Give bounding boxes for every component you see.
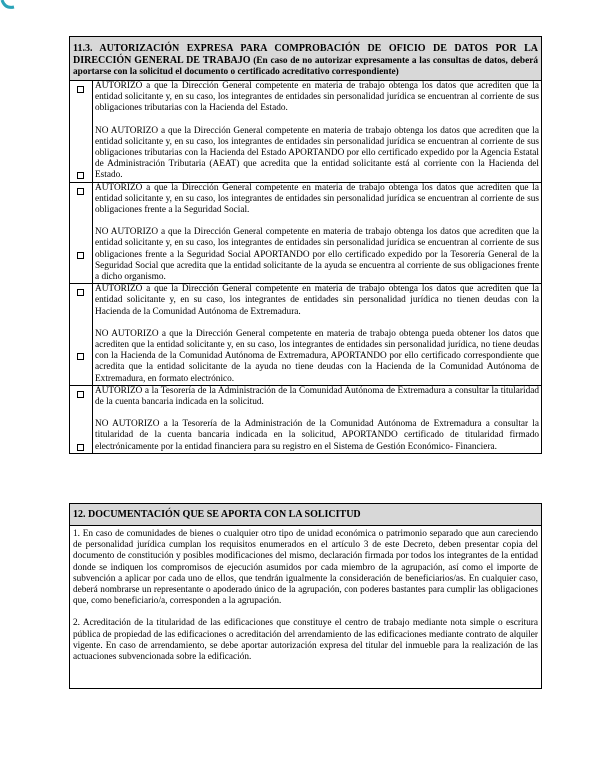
no-autorizo-aeat-text: NO AUTORIZO a que la Dirección General competente en materia de trabajo obtenga los datos que acrediten que la entidad solicitante y, en su caso, los integrantes de entidades sin personalidad jurídica se encuentran al corriente de sus obligaciones tributarias con la Hacienda del Estado APORTANDO por ello certificado expedido por la Agencia Estatal de Administración Tributaria (AEAT) que acredita que la entidad solicitante está al corriente con la Hacienda del Estado. <box>95 125 539 181</box>
checkbox-column <box>70 81 93 182</box>
authorization-section-subtitle: (En caso de no autorizar expresamente a las consultas de datos, deberá aportarse con la solicitud el documento o certificado acreditativo correspondiente) <box>73 56 538 77</box>
autorizo-aeat-checkbox[interactable] <box>77 86 84 93</box>
authorization-section-header <box>70 37 541 81</box>
authorization-text <box>93 81 541 182</box>
autorizo-tesoreria-text: AUTORIZO a la Tesorería de la Administración de la Comunidad Autónoma de Extremadura a consultar la titularidad de la cuenta bancaria indicada en la solicitud. <box>95 385 539 408</box>
no-autorizo-hacienda-extremadura-text: NO AUTORIZO a que la Dirección General competente en materia de trabajo obtenga pueda obtener los datos que acrediten que la entidad solicitante y, en su caso, los integrantes de entidades sin personalidad jurídica, no tiene deudas con la Hacienda de la Comunidad Autónoma de Extremadura, APORTANDO por ello certificado correspondiente que acredita que la entidad solicitante de la ayuda no tiene deudas con la Hacienda de la Comunidad Autónoma de Extremadura, en formato electrónico. <box>95 328 539 384</box>
no-autorizo-tesoreria-checkbox[interactable] <box>77 444 84 451</box>
authorization-group-hacienda-extremadura <box>70 284 541 386</box>
no-autorizo-hacienda-extremadura-checkbox[interactable] <box>77 353 84 360</box>
autorizo-hacienda-extremadura-checkbox[interactable] <box>77 289 84 296</box>
authorization-group-tesoreria <box>70 386 541 453</box>
authorization-group-seguridad-social <box>70 183 541 285</box>
no-autorizo-seguridad-social-text: NO AUTORIZO a que la Dirección General competente en materia de trabajo obtenga los datos que acrediten que la entidad solicitante y, en su caso, los integrantes de entidades sin personalidad jurídica se encuentran al corriente de sus obligaciones frente a la Seguridad Social APORTANDO por ello certificado expedido por la Tesorería General de la Seguridad Social que acredita que la entidad solicitante de la ayuda se encuentra al corriente de sus obligaciones frente a dicho organismo. <box>95 227 539 283</box>
partial-logo-arc-icon <box>0 0 20 12</box>
authorization-text <box>93 183 541 284</box>
documentation-paragraph: 2. Acreditación de la titularidad de las edificaciones que constituye el centro de trabajo mediante nota simple o escritura pública de propiedad de las edificaciones o acreditación del arrendamiento de las edificaciones mediante contrato de alquiler vigente. En caso de arrendamiento, se debe aportar autorización expresa del titular del inmueble para la realización de las actuaciones subvencionada sobre la edificación. <box>73 618 538 663</box>
no-autorizo-seguridad-social-checkbox[interactable] <box>77 252 84 259</box>
authorization-group-aeat <box>70 81 541 183</box>
documentation-section-body <box>70 526 541 666</box>
documentation-section-title: 12. DOCUMENTACIÓN QUE SE APORTA CON LA SOLICITUD <box>70 504 541 526</box>
autorizo-aeat-text: AUTORIZO a que la Dirección General competente en materia de trabajo obtenga los datos que acrediten que la entidad solicitante y, en su caso, los integrantes de entidades sin personalidad jurídica se encuentran al corriente de sus obligaciones tributarias con la Hacienda del Estado. <box>95 81 539 114</box>
no-autorizo-aeat-checkbox[interactable] <box>77 172 84 179</box>
checkbox-column <box>70 284 93 385</box>
authorization-section-title: 11.3. AUTORIZACIÓN EXPRESA PARA COMPROBACIÓN DE OFICIO DE DATOS POR LA DIRECCIÓN GENERAL DE TRABAJO <box>73 43 538 66</box>
autorizo-seguridad-social-checkbox[interactable] <box>77 188 84 195</box>
checkbox-column <box>70 386 93 453</box>
authorization-section <box>69 36 542 454</box>
autorizo-hacienda-extremadura-text: AUTORIZO a que la Dirección General competente en materia de trabajo obtenga los datos que acrediten que la entidad solicitante y, en su caso, los integrantes de entidades sin personalidad jurídica no tienen deudas con la Hacienda de la Comunidad Autónoma de Extremadura. <box>95 284 539 317</box>
authorization-text <box>93 386 541 453</box>
checkbox-column <box>70 183 93 284</box>
authorization-text <box>93 284 541 385</box>
no-autorizo-tesoreria-text: NO AUTORIZO a la Tesorería de la Administración de la Comunidad Autónoma de Extremadura a consultar la titularidad de la cuenta bancaria indicada en la solicitud, APORTANDO certificado de titularidad firmado electrónicamente por la entidad financiera para su registro en el Sistema de Gestión Económico- Financiera. <box>95 419 539 452</box>
autorizo-seguridad-social-text: AUTORIZO a que la Dirección General competente en materia de trabajo obtenga los datos que acrediten que la entidad solicitante y, en su caso, los integrantes de entidades sin personalidad jurídica se encuentran al corriente de sus obligaciones frente a la Seguridad Social. <box>95 182 539 216</box>
autorizo-tesoreria-checkbox[interactable] <box>77 391 84 398</box>
documentation-section <box>69 503 542 689</box>
documentation-paragraph: 1. En caso de comunidades de bienes o cualquier otro tipo de unidad económica o patrimonio separado que aun careciendo de personalidad jurídica cumplan los requisitos enumerados en el artículo 3 de este Decreto, deben presentar copia del documento de constitución y posibles modificaciones del mismo, declaración firmada por todos los integrantes de la entidad donde se indiquen los compromisos de ejecución asumidos por cada miembro de la agrupación, así como el importe de subvención a aplicar por cada uno de ellos, que tendrán igualmente la consideración de beneficiarios/as. En cualquier caso, deberá nombrarse un representante o apoderado único de la agrupación, con poderes bastantes para cumplir las obligaciones que, como beneficiario/a, corresponden a la agrupación. <box>73 529 538 607</box>
